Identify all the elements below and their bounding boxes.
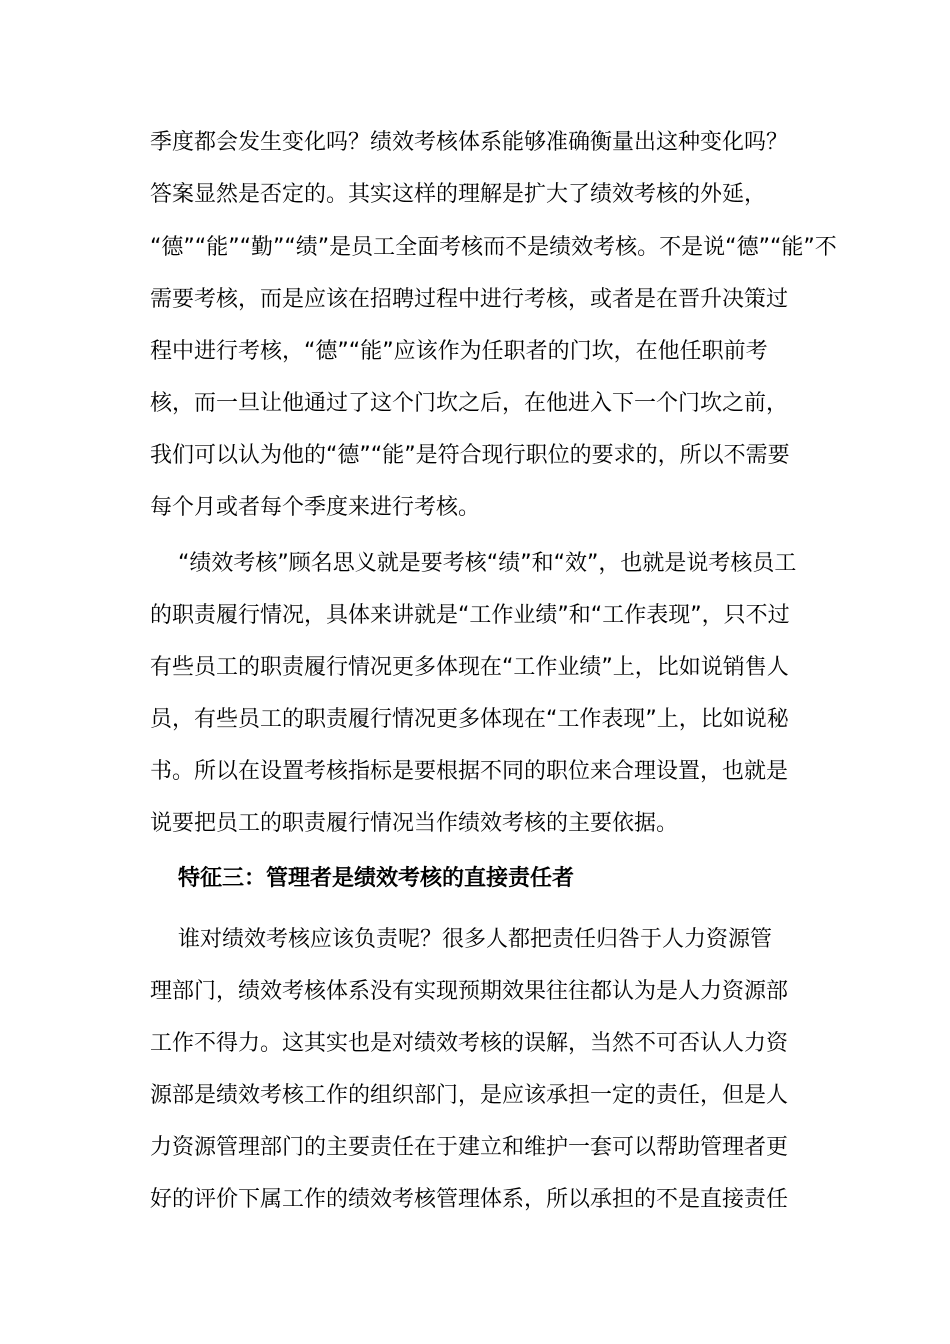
paragraph-2-line-3: 有些员工的职责履行情况更多体现在“工作业绩”上，比如说销售人 — [150, 655, 789, 680]
paragraph-3-line-1: 谁对绩效考核应该负责呢？很多人都把责任归咎于人力资源管 — [178, 927, 773, 952]
section-heading: 特征三：管理者是绩效考核的直接责任者 — [178, 866, 575, 891]
paragraph-2-line-6: 说要把员工的职责履行情况当作绩效考核的主要依据。 — [150, 811, 679, 836]
paragraph-2-line-1: “绩效考核”顾名思义就是要考核“绩”和“效”，也就是说考核员工 — [178, 551, 797, 576]
paragraph-3-line-6: 好的评价下属工作的绩效考核管理体系，所以承担的不是直接责任 — [150, 1187, 789, 1212]
paragraph-2-line-4: 员，有些员工的职责履行情况更多体现在“工作表现”上，比如说秘 — [150, 707, 789, 732]
paragraph-1-line-6: 核，而一旦让他通过了这个门坎之后，在他进入下一个门坎之前， — [150, 391, 789, 416]
paragraph-3-line-2: 理部门，绩效考核体系没有实现预期效果往往都认为是人力资源部 — [150, 979, 789, 1004]
paragraph-1-line-1: 季度都会发生变化吗？绩效考核体系能够准确衡量出这种变化吗？ — [150, 130, 789, 155]
paragraph-1-line-2: 答案显然是否定的。其实这样的理解是扩大了绩效考核的外延， — [150, 182, 767, 207]
paragraph-3-line-4: 源部是绩效考核工作的组织部门，是应该承担一定的责任，但是人 — [150, 1083, 789, 1108]
paragraph-1-line-7: 我们可以认为他的“德”“能”是符合现行职位的要求的，所以不需要 — [150, 443, 790, 468]
paragraph-1-line-3: “德”“能”“勤”“绩”是员工全面考核而不是绩效考核。不是说“德”“能”不 — [150, 235, 837, 260]
paragraph-2-line-5: 书。所以在设置考核指标是要根据不同的职位来合理设置，也就是 — [150, 759, 789, 784]
paragraph-1-line-4: 需要考核，而是应该在招聘过程中进行考核，或者是在晋升决策过 — [150, 287, 789, 312]
paragraph-1-line-8: 每个月或者每个季度来进行考核。 — [150, 495, 481, 520]
paragraph-3-line-5: 力资源管理部门的主要责任在于建立和维护一套可以帮助管理者更 — [150, 1135, 789, 1160]
paragraph-1-line-5: 程中进行考核，“德”“能”应该作为任职者的门坎，在他任职前考 — [150, 339, 768, 364]
paragraph-3-line-3: 工作不得力。这其实也是对绩效考核的误解，当然不可否认人力资 — [150, 1031, 789, 1056]
paragraph-2-line-2: 的职责履行情况，具体来讲就是“工作业绩”和“工作表现”，只不过 — [150, 603, 790, 628]
